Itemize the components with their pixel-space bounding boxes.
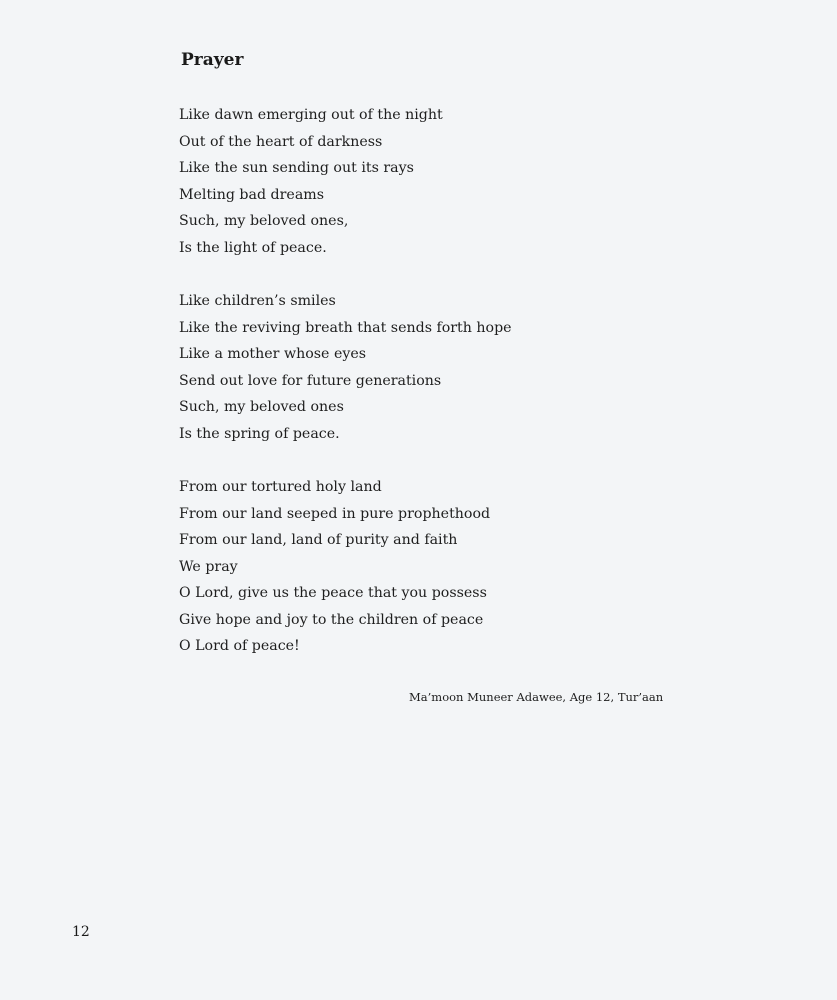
poem-line: From our land, land of purity and faith	[179, 532, 458, 548]
poem-line: Is the spring of peace.	[179, 425, 340, 442]
poem-line: Like dawn emerging out of the night	[179, 107, 443, 123]
stanza-3	[179, 474, 490, 660]
poem-attribution: Ma’moon Muneer Adawee, Age 12, Tur’aan	[409, 690, 664, 704]
poem-line: Send out love for future generations	[179, 372, 442, 389]
poem-line: Like the sun sending out its rays	[179, 160, 414, 176]
poem-line: Like the reviving breath that sends forth hope	[179, 319, 512, 336]
poem-title: Prayer	[181, 50, 244, 70]
stanza-2	[179, 288, 512, 447]
poem-line: Melting bad dreams	[179, 186, 325, 203]
poem-line: Is the light of peace.	[179, 239, 327, 256]
poem-line: Such, my beloved ones,	[179, 213, 349, 229]
poem-line: From our tortured holy land	[179, 479, 382, 495]
stanza-1	[179, 102, 443, 261]
poem-line: Such, my beloved ones	[179, 399, 344, 415]
poem-line: Out of the heart of darkness	[179, 133, 383, 150]
poem-line: From our land seeped in pure prophethood	[179, 505, 491, 522]
poem-line: O Lord, give us the peace that you possess	[179, 585, 487, 601]
poem-line: We pray	[179, 558, 238, 575]
poem-line: Like a mother whose eyes	[179, 346, 367, 362]
poem-line: Give hope and joy to the children of peace	[179, 611, 484, 628]
page-number: 12	[72, 924, 90, 940]
poem-line: O Lord of peace!	[179, 638, 300, 654]
poem-line: Like children’s smiles	[179, 293, 336, 309]
